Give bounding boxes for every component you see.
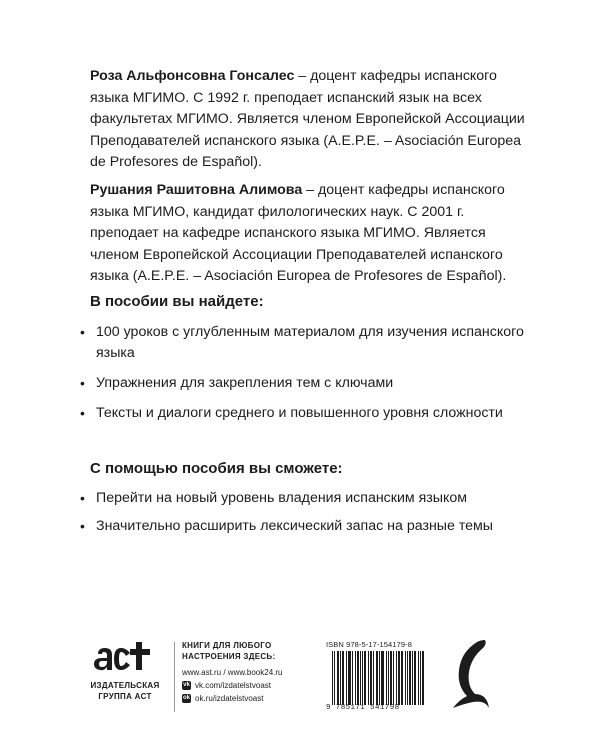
barcode-icon: [332, 651, 424, 705]
barcode-bar: [407, 651, 408, 705]
barcode-bar: [401, 651, 402, 705]
barcode-bar: [352, 651, 353, 705]
barcode-bar: [343, 651, 344, 705]
logo-caption: [80, 680, 170, 702]
list-item: [80, 488, 530, 509]
website-links-text[interactable]: www.ast.ru / www.book24.ru: [182, 668, 283, 677]
bullet: •: [80, 324, 85, 340]
bullet: •: [80, 405, 85, 421]
barcode-bar: [370, 651, 371, 705]
barcode-bar: [364, 651, 365, 705]
barcode-bar: [358, 651, 359, 705]
author-bio-alimova: [90, 180, 530, 288]
barcode-bar: [396, 651, 397, 705]
barcode-bar: [422, 651, 423, 705]
barcode-bar: [379, 651, 380, 705]
bullet: •: [80, 518, 85, 534]
author-name: Рушания Рашитовна Алимова: [90, 182, 303, 198]
bullet: •: [80, 375, 85, 391]
bullet: •: [80, 490, 85, 506]
barcode-bar: [332, 651, 333, 705]
barcode-bar: [415, 651, 416, 705]
barcode-bar: [346, 651, 347, 705]
quill-icon: [447, 638, 492, 714]
barcode-bar: [393, 651, 394, 705]
author-bio-gonsales: [90, 66, 530, 174]
list-item-text: Перейти на новый уровень владения испанским языком: [96, 490, 467, 506]
barcode-digits: 9 785171 541798: [326, 704, 400, 712]
barcode-bar: [381, 651, 382, 705]
barcode-bar: [357, 651, 358, 705]
features-list: [80, 322, 530, 433]
barcode-bar: [414, 651, 415, 705]
ast-logo-icon: [88, 640, 158, 674]
list-item-text: Значительно расширить лексический запас на разные темы: [96, 518, 493, 534]
barcode-bar: [355, 651, 356, 705]
benefits-heading: С помощью пособия вы сможете:: [90, 460, 343, 477]
barcode-bar: [371, 651, 372, 705]
barcode-bar: [423, 651, 424, 705]
barcode-bar: [349, 651, 350, 705]
info-heading-line: НАСТРОЕНИЯ ЗДЕСЬ:: [182, 652, 276, 661]
barcode-bar: [382, 651, 383, 705]
list-item: [80, 322, 530, 364]
barcode-bar: [368, 651, 369, 705]
logo-caption-line: ГРУППА АСТ: [98, 692, 152, 701]
barcode-bar: [365, 651, 366, 705]
list-item: [80, 403, 530, 424]
ok-link-text[interactable]: ok.ru/izdatelstvoast: [195, 694, 264, 703]
barcode-bar: [418, 651, 419, 705]
barcode-bar: [338, 651, 339, 705]
barcode-bar: [373, 651, 374, 705]
barcode-bar: [377, 651, 378, 705]
barcode-bar: [340, 651, 341, 705]
ok-link[interactable]: [182, 693, 322, 704]
author-name: Роза Альфонсовна Гонсалес: [90, 68, 295, 84]
barcode-bar: [342, 651, 343, 705]
barcode-bar: [334, 651, 335, 705]
barcode-bar: [412, 651, 413, 705]
ok-icon: ok: [182, 695, 190, 701]
features-heading: В пособии вы найдете:: [90, 293, 264, 310]
barcode-bar: [386, 651, 387, 705]
vk-link-text[interactable]: vk.com/izdatelstvoast: [195, 681, 272, 690]
barcode-bar: [402, 651, 403, 705]
list-item: [80, 373, 530, 394]
publisher-logo: [80, 640, 170, 715]
barcode-bar: [360, 651, 361, 705]
list-item: [80, 516, 530, 537]
barcode-bar: [388, 651, 389, 705]
barcode-bar: [399, 651, 400, 705]
barcode-bar: [405, 651, 406, 705]
info-heading-line: КНИГИ ДЛЯ ЛЮБОГО: [182, 641, 272, 650]
barcode-bar: [391, 651, 392, 705]
author-bio-text: – доцент кафедры испанского языка МГИМО, кандидат филологических наук. С 2001 г. преподает на кафедре испанского языка МГИМО. Является членом Европейской Ассоциации Преподавателей испанского языка (A.E.P.E. – Asociación Europea de Profesores de Español).: [90, 182, 507, 284]
isbn-label: ISBN 978-5-17-154179-8: [326, 640, 413, 649]
barcode-bar: [420, 651, 421, 705]
barcode-bar: [337, 651, 338, 705]
barcode-bar: [348, 651, 349, 705]
barcode-bar: [362, 651, 363, 705]
vk-link[interactable]: [182, 680, 322, 691]
barcode-bar: [350, 651, 351, 705]
author-bio-text: – доцент кафедры испанского языка МГИМО. С 1992 г. преподает испанский язык на всех факультетах МГИМО. Является членом Европейской Ассоциации Преподавателей испанского языка (A.E.P.E. – Asociación Europea de Profesores de Español).: [90, 68, 525, 170]
barcode-bar: [383, 651, 384, 705]
barcode-bar: [410, 651, 411, 705]
publisher-info: [182, 640, 322, 704]
vk-icon: vk: [183, 682, 190, 688]
isbn-barcode: [326, 640, 426, 716]
info-heading: [182, 640, 322, 662]
list-item-text: 100 уроков с углубленным материалом для изучения испанского языка: [96, 324, 524, 361]
barcode-bar: [398, 651, 399, 705]
barcode-bar: [390, 651, 391, 705]
barcode-bar: [376, 651, 377, 705]
list-item-text: Упражнения для закрепления тем с ключами: [96, 375, 394, 391]
barcode-bar: [409, 651, 410, 705]
divider: [174, 642, 175, 712]
website-links[interactable]: [182, 667, 322, 678]
list-item-text: Тексты и диалоги среднего и повышенного уровня сложности: [96, 405, 503, 421]
logo-caption-line: ИЗДАТЕЛЬСКАЯ: [90, 681, 160, 690]
benefits-list: [80, 488, 530, 544]
